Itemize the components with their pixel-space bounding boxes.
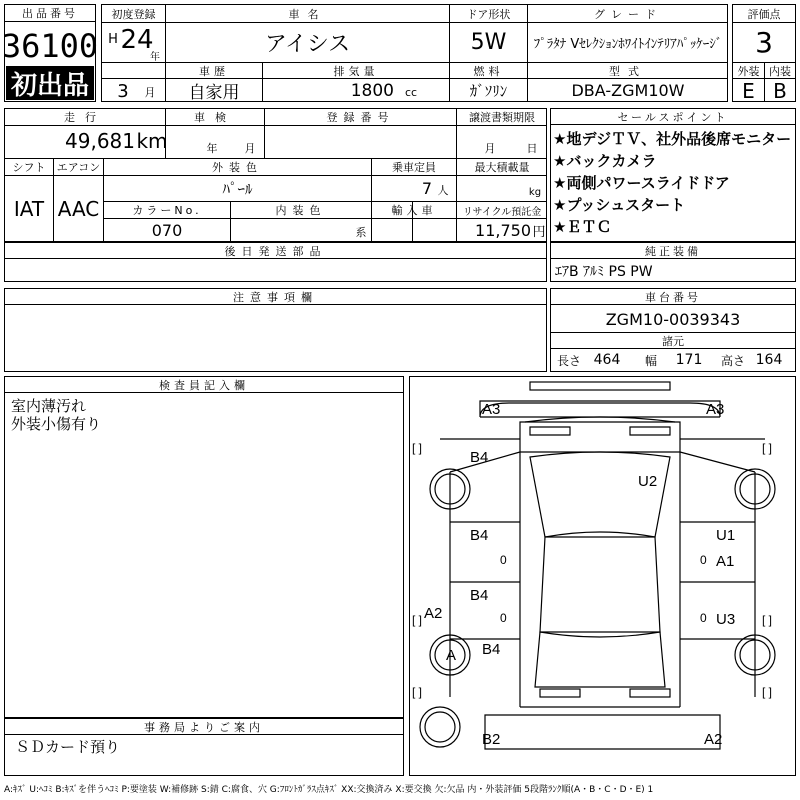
first-listing-badge: 初出品: [6, 66, 94, 100]
interior-color-unit: 系: [355, 226, 367, 239]
recycle-label: リサイクル預託金: [462, 206, 542, 218]
recycle-amount: 11,750: [475, 221, 531, 240]
lot-number-label: 出品番号: [5, 5, 95, 22]
mark-u3: U3: [716, 611, 736, 628]
mark-b2: B2: [482, 731, 501, 748]
capacity-unit: 人: [437, 184, 449, 197]
sales-point-item: ★地デジＴＶ、社外品後席モニター: [553, 130, 792, 148]
zero-1: 0: [500, 553, 507, 567]
model-label: 型式: [609, 64, 647, 78]
mark-b4-2: B4: [470, 527, 489, 544]
fuel-label: 燃料: [473, 64, 504, 78]
chassis-label: 車台番号: [551, 289, 795, 305]
equipment: ｴｱB ｱﾙﾐ PS PW: [555, 264, 653, 280]
inspector-note: 外装小傷有り: [11, 415, 102, 433]
ext-label: 外装: [737, 64, 760, 78]
width: 171: [675, 352, 703, 368]
sales-point-item: ★ＥＴＣ: [553, 218, 612, 236]
score: 3: [755, 26, 773, 59]
mark-b4-3: B4: [470, 587, 489, 604]
interior-color-label: 内装色: [275, 204, 327, 217]
displacement-unit: cc: [404, 85, 418, 99]
car-diagram: [409, 376, 796, 776]
displacement: 1800: [350, 80, 394, 101]
detail-grid: [4, 108, 547, 242]
capacity-label: 乗車定員: [392, 161, 436, 174]
dimensions-label: 諸元: [551, 333, 795, 349]
mark-a2-right: A2: [704, 731, 723, 748]
import-label: 輸入車: [391, 204, 437, 217]
bracket-6: [ ]: [762, 685, 773, 699]
history-label: 車歴: [199, 64, 229, 78]
inspection-year-unit: 年: [206, 142, 218, 155]
color-no-label: カラーNo.: [132, 204, 202, 217]
height: 164: [755, 352, 783, 368]
lot-number: 36100: [1, 27, 99, 65]
mark-a3-right: A3: [706, 401, 725, 418]
office-note: ＳＤカード預り: [15, 737, 121, 756]
displacement-label: 排気量: [333, 64, 379, 78]
length-label: 長さ: [556, 353, 581, 368]
door-type: 5W: [470, 30, 507, 55]
equipment-box: [550, 242, 796, 282]
int-label: 内装: [769, 64, 791, 78]
notes-label: 注意事項欄: [5, 289, 546, 305]
inspector-label: 検査員記入欄: [5, 377, 403, 393]
transfer-docs-label: 譲渡書類期限: [469, 111, 535, 124]
history: 自家用: [188, 83, 240, 103]
exterior-color: ﾊﾟｰﾙ: [222, 180, 253, 198]
inspection-month-unit: 月: [244, 142, 256, 155]
score-box: [732, 4, 796, 102]
registration-era: H: [108, 31, 118, 47]
bracket-2: [ ]: [762, 441, 773, 455]
height-label: 高さ: [720, 353, 745, 368]
shift: IAT: [13, 197, 45, 221]
mark-u1: U1: [716, 527, 736, 544]
capacity: 7: [421, 179, 432, 198]
max-load-unit: kg: [528, 186, 542, 198]
mark-a2-left: A2: [424, 605, 443, 622]
mileage-label: 走行: [64, 111, 106, 124]
reg-number-label: 登録番号: [326, 111, 395, 124]
recycle-unit: 円: [532, 225, 546, 240]
aircon-label: エアコン: [56, 161, 101, 174]
car-name-label: 車名: [288, 7, 327, 21]
car-name: アイシス: [264, 32, 351, 57]
mark-a1: A1: [716, 553, 735, 570]
month-unit: 月: [144, 86, 156, 99]
int-score: B: [773, 78, 787, 103]
score-label: 評価点: [747, 7, 781, 21]
equipment-label: 純正装備: [551, 243, 795, 259]
transfer-month-unit: 月: [484, 142, 496, 155]
registration-month: 3: [117, 80, 129, 102]
office-box: [4, 718, 404, 776]
width-label: 幅: [644, 353, 657, 368]
mark-a-wheel: A: [446, 647, 457, 664]
grade-label: グレード: [594, 7, 662, 21]
inspection-label: 車検: [194, 111, 236, 124]
mark-u2: U2: [638, 473, 658, 490]
later-parts-box: [4, 242, 547, 282]
model: DBA-ZGM10W: [571, 81, 685, 100]
mileage: 49,681: [65, 129, 135, 153]
length: 464: [593, 352, 621, 368]
bracket-5: [ ]: [412, 685, 423, 699]
zero-4: 0: [700, 611, 707, 625]
transfer-day-unit: 日: [526, 142, 538, 155]
door-label: ドア形状: [466, 7, 511, 21]
mark-b4-4: B4: [482, 641, 501, 658]
year-unit: 年: [150, 51, 160, 63]
bracket-4: [ ]: [762, 613, 773, 627]
zero-3: 0: [500, 611, 507, 625]
exterior-color-label: 外装色: [212, 161, 263, 174]
sales-points-box: [550, 108, 796, 242]
mark-a3-left: A3: [482, 401, 501, 418]
sales-point-item: ★バックカメラ: [553, 152, 657, 170]
top-info-grid: [101, 4, 728, 102]
zero-2: 0: [700, 553, 707, 567]
max-load-label: 最大積載量: [474, 161, 530, 174]
bracket-1: [ ]: [412, 441, 423, 455]
registration-label: 初度登録: [111, 7, 156, 21]
sales-point-item: ★両側パワースライドドア: [553, 174, 730, 192]
fuel: ｶﾞｿﾘﾝ: [469, 82, 508, 100]
color-no: 070: [151, 221, 183, 240]
chassis-number: ZGM10-0039343: [605, 309, 741, 329]
registration-year: 24: [120, 25, 154, 55]
inspector-note: 室内薄汚れ: [11, 397, 87, 415]
mark-b4-1: B4: [470, 449, 489, 466]
mileage-unit: km: [136, 129, 168, 153]
aircon: AAC: [57, 197, 100, 221]
inspector-box: [4, 376, 404, 718]
legend: A:ｷｽﾞ U:ﾍｺﾐ B:ｷｽﾞを伴うﾍｺﾐ P:要塗装 W:補修跡 S:錆 C:腐食、穴 G:ﾌﾛﾝﾄｶﾞﾗｽ点ｷｽﾞ XX:交換済み X:要交換 欠:欠品 内・外装評価 5段階ﾗﾝｸ順(A・B・C・D・E) 1: [4, 784, 654, 795]
ext-score: E: [742, 78, 755, 103]
shift-label: シフト: [12, 161, 46, 174]
sales-point-item: ★プッシュスタート: [553, 196, 686, 214]
bracket-3: [ ]: [412, 613, 423, 627]
later-parts-label: 後日発送部品: [5, 243, 546, 259]
notes-box: [4, 288, 547, 372]
chassis-box: [550, 288, 796, 372]
grade: ﾌﾟﾗﾀﾅ Vｾﾚｸｼｮﾝﾎﾜｲﾄｲﾝﾃﾘｱﾊﾟｯｹｰｼﾞ: [533, 37, 723, 52]
sales-points-label: セールスポイント: [551, 109, 795, 125]
car-outline: [410, 377, 795, 775]
office-label: 事務局よりご案内: [5, 719, 403, 735]
